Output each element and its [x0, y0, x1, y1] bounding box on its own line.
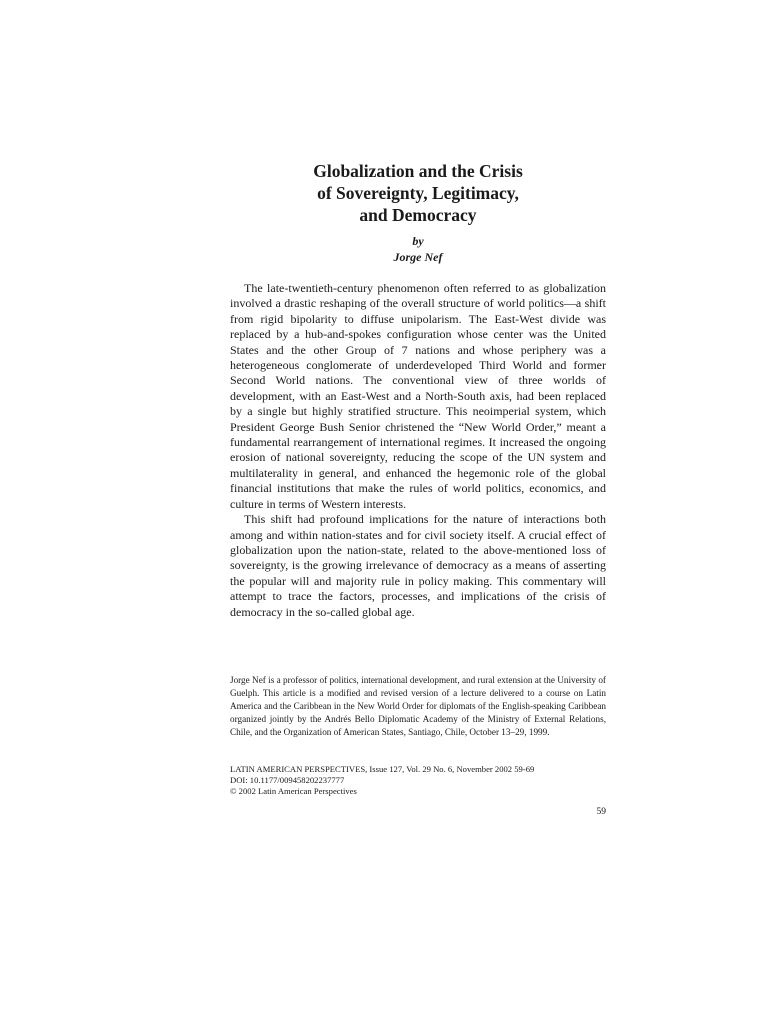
body-paragraph-1: The late-twentieth-century phenomenon often referred to as globalization involved a drastic reshaping of the overall structure of world politics—a shift from rigid bipolarity to diffuse unipolarism. The East-West divide was replaced by a hub-and-spokes configuration whose center was the United States and the other Group of 7 nations and whose periphery was a heterogeneous conglomerate of underdeveloped Third World and former Second World nations. The conventional view of three worlds of development, with an East-West and a North-South axis, had been replaced by a single but highly stratified structure. This neoimperial system, which President George Bush Senior christened the “New World Order,” meant a fundamental rearrangement of international regimes. It increased the ongoing erosion of national sovereignty, reducing the scope of the UN system and multilaterality in general, and enhanced the hegemonic role of the global financial institutions that make the rules of world politics, economics, and culture in terms of Western interests.: [230, 281, 606, 511]
author-name: Jorge Nef: [393, 250, 443, 264]
byline-by: by: [412, 234, 424, 248]
title-line-3: and Democracy: [359, 205, 477, 225]
title-line-2: of Sovereignty, Legitimacy,: [317, 183, 519, 203]
publication-info: [230, 764, 606, 798]
title-line-1: Globalization and the Crisis: [313, 161, 523, 181]
copyright-line: © 2002 Latin American Perspectives: [230, 786, 357, 797]
byline: [230, 233, 606, 265]
article-body: [230, 281, 606, 620]
journal-line: LATIN AMERICAN PERSPECTIVES, Issue 127, Vol. 29 No. 6, November 2002 59-69: [230, 764, 535, 774]
doi-line: DOI: 10.1177/009458202237777: [230, 775, 345, 786]
article-title: [230, 160, 606, 226]
author-footnote: Jorge Nef is a professor of politics, international development, and rural extension at the University of Guelph. This article is a modified and revised version of a lecture delivered to a course on Latin America and the Caribbean in the New World Order for diplomats of the English-speaking Caribbean organized jointly by the Andrés Bello Diplomatic Academy of the Ministry of External Relations, Chile, and the Organization of American States, Santiago, Chile, October 13–29, 1999.: [230, 675, 606, 738]
body-paragraph-2: This shift had profound implications for the nature of interactions both among and within nation-states and for civil society itself. A crucial effect of globalization upon the nation-state, related to the above-mentioned loss of sovereignty, is the growing irrelevance of democracy as a means of asserting the popular will and majority rule in policy making. This commentary will attempt to trace the factors, processes, and implications of the crisis of democracy in the so-called global age.: [230, 512, 606, 619]
page-number: 59: [596, 807, 606, 817]
